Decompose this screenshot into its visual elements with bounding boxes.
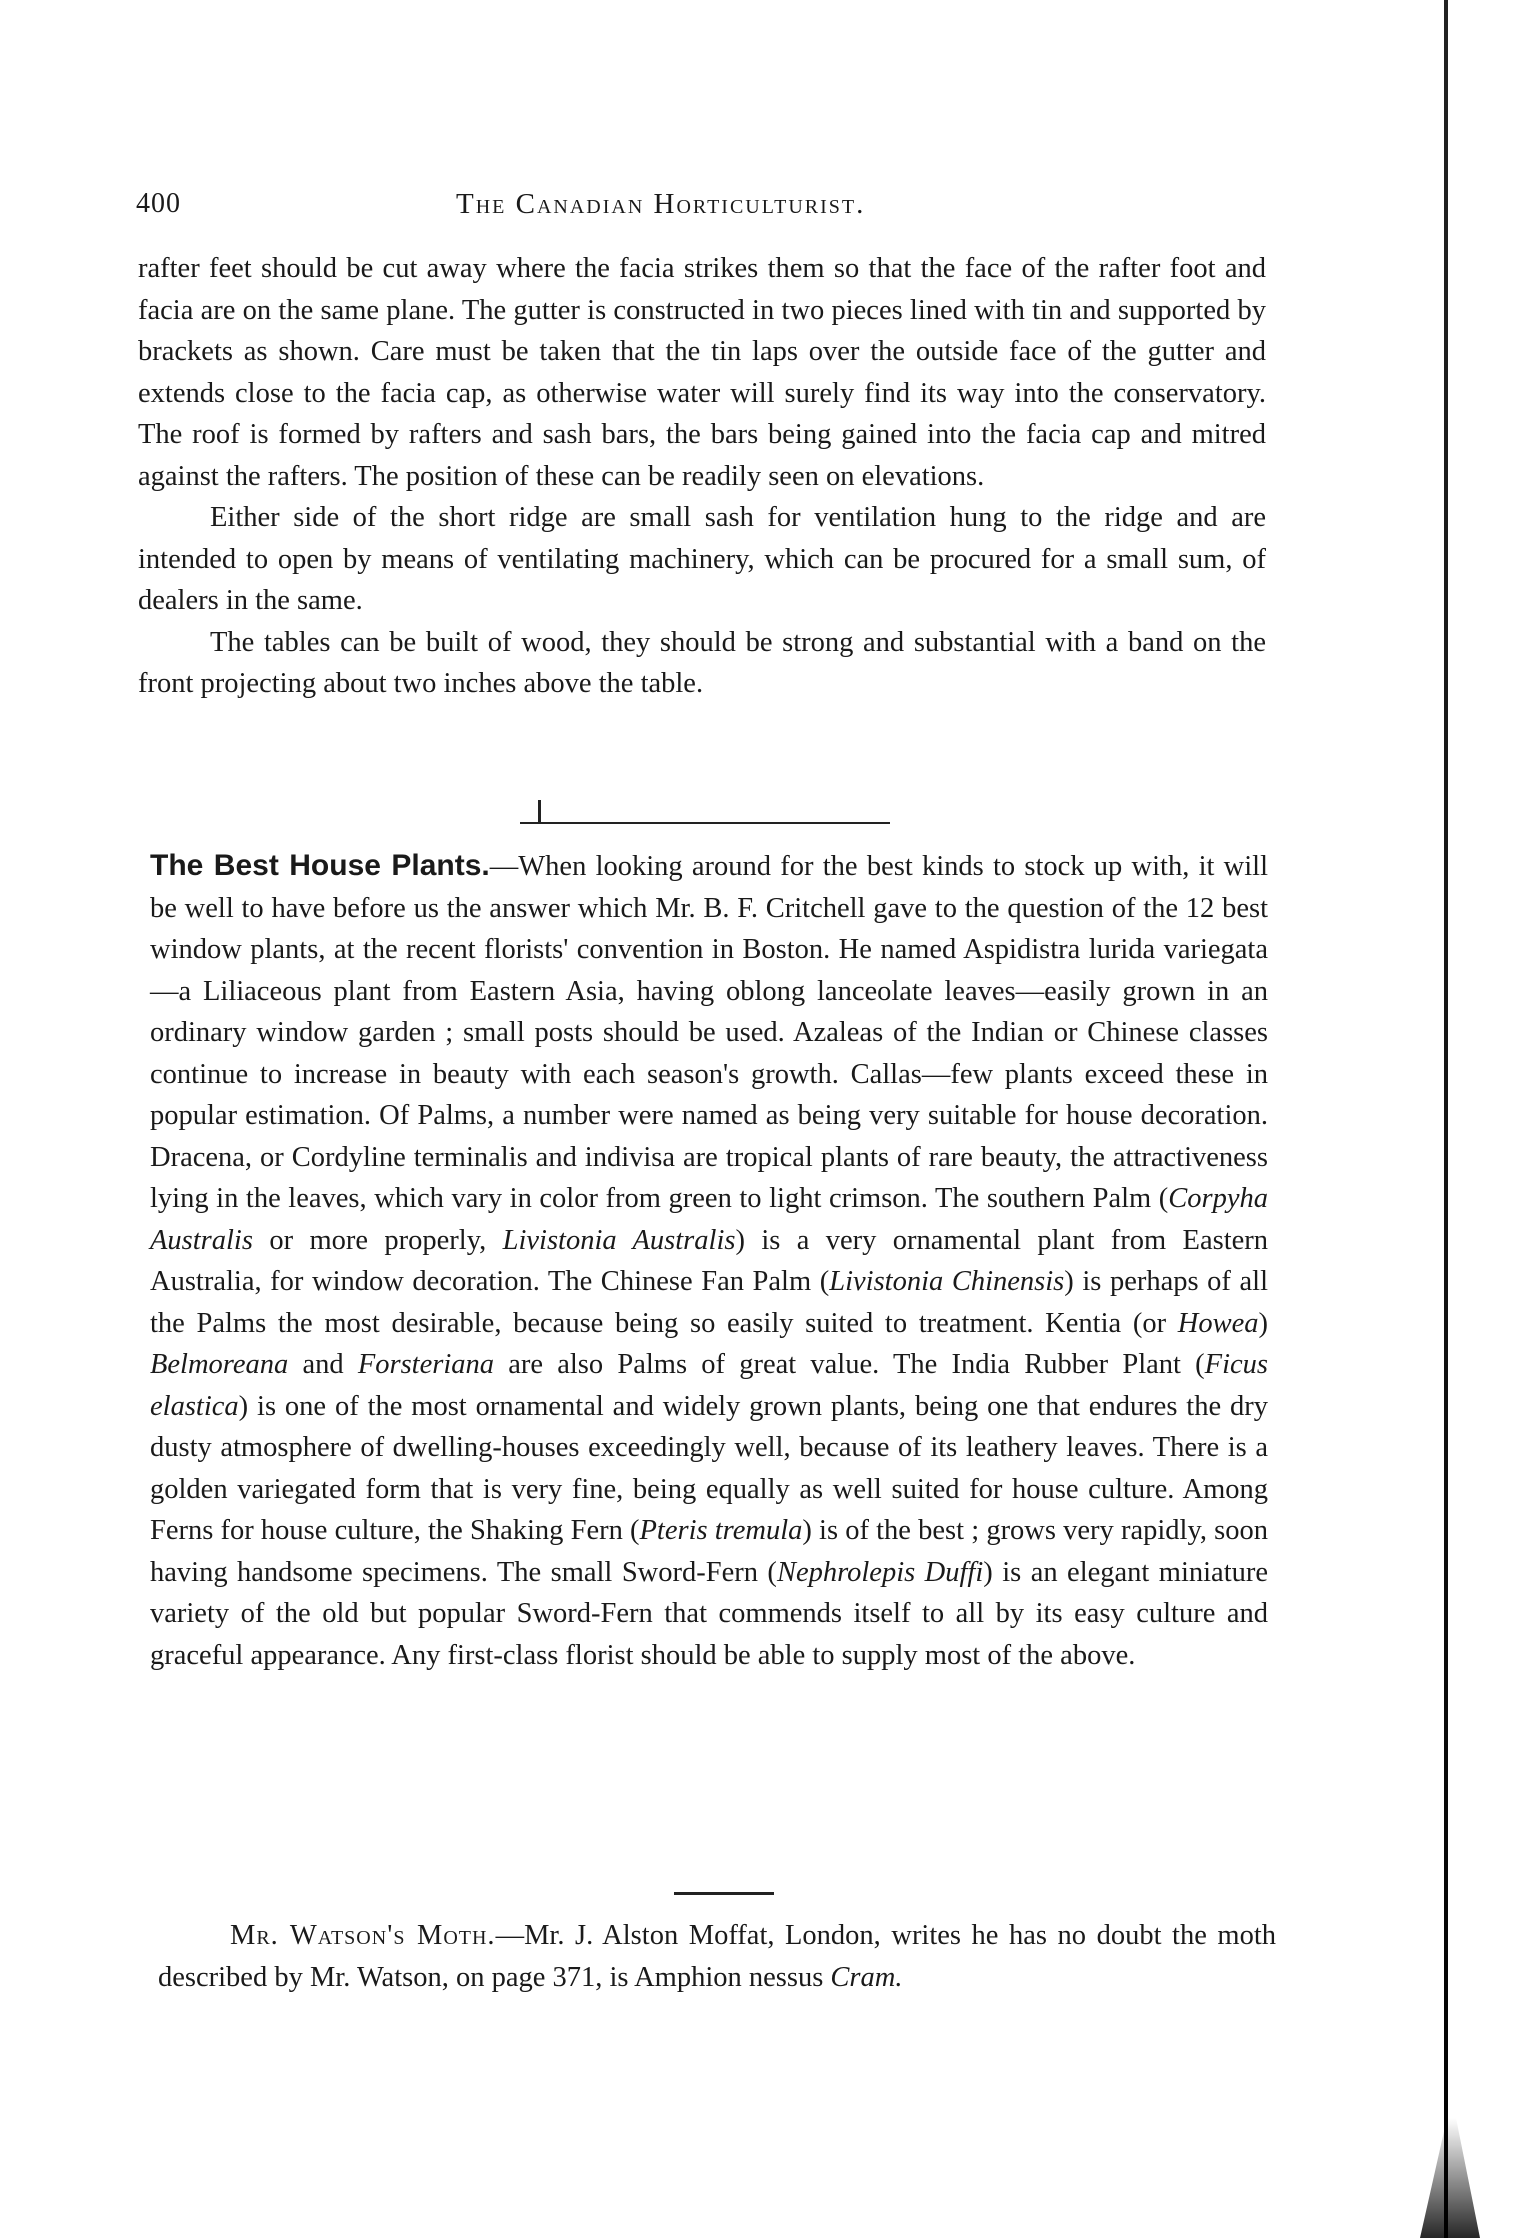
journal-title: The Canadian Horticulturist. (456, 188, 866, 220)
article-body (150, 845, 1268, 1676)
article-watsons-moth (158, 1915, 1276, 1998)
text-run: ) is of the best ; grows very rapidly, soon having handsome specimens. The small Sword-Fern ( (150, 1515, 1268, 1588)
text-run: or more properly, (252, 1224, 503, 1256)
italic-text: Livistonia Chinensis (829, 1266, 1065, 1297)
binding-shadow (1444, 0, 1448, 2238)
section-divider (674, 1892, 774, 1895)
running-header (136, 188, 1276, 228)
article-heading: Mr. Watson's Moth. (230, 1920, 496, 1951)
italic-text: Corpyha Australis (150, 1183, 1268, 1256)
italic-text: Cram. (830, 1961, 903, 1993)
text-run: ) is a very ornamental plant from Eastern Australia, for window decoration. The Chinese Fan Palm ( (150, 1224, 1268, 1297)
continued-article (138, 248, 1266, 705)
text-run: ) (1258, 1307, 1268, 1339)
text-run: ) is perhaps of all the Palms the most desirable, because being so easily suited to treatment. Kentia (or (150, 1266, 1269, 1339)
text-run: —When looking around for the best kinds to stock up with, it will be well to have before us the answer which Mr. B. F. Critchell gave to the question of the 12 best window plants, at the recent florists' convention in Boston. He named Aspidistra lurida variegata—a Liliaceous plant from Eastern Asia, having oblong lanceolate leaves—easily grown in an ordinary window garden ; small posts should be used. Azaleas of the Indian or Chinese classes continue to increase in beauty with each season's growth. Callas—few plants exceed these in popular estimation. Of Palms, a number were named as being very suitable for house decoration. Dracena, or Cordyline terminalis and indivisa are tropical plants of rare beauty, the attractiveness lying in the leaves, which vary in color from green to light crimson. The southern Palm ( (150, 851, 1268, 1214)
paragraph: rafter feet should be cut away where the facia strikes them so that the face of the rafter foot and facia are on the same plane. The gutter is constructed in two pieces lined with tin and supported by brackets as shown. Care must be taken that the tin laps over the outside face of the gutter and extends close to the facia cap, as otherwise water will surely find its way into the conservatory. The roof is formed by rafters and sash bars, the bars being gained into the facia cap and mitred against the rafters. The position of these can be readily seen on elevations. (138, 253, 1266, 492)
paragraph: The tables can be built of wood, they should be strong and substantial with a band on the front projecting about two inches above the table. (138, 626, 1266, 699)
italic-text: Nephrolepis Duffi (776, 1556, 984, 1588)
italic-text: Pteris tremula (639, 1515, 803, 1546)
italic-text: Belmoreana (150, 1349, 289, 1380)
italic-text: Livistonia Australis (502, 1224, 736, 1256)
section-divider (520, 822, 890, 824)
italic-text: Forsteriana (357, 1349, 495, 1380)
italic-text: Ficus elastica (150, 1349, 1268, 1422)
article-best-house-plants (150, 845, 1268, 1676)
page-number: 400 (136, 188, 181, 219)
paragraph: Either side of the short ridge are small sash for ventilation hung to the ridge and are intended to open by means of ventilating machinery, which can be procured for a small sum, of dealers in the same. (138, 502, 1266, 616)
section-divider-mark (538, 800, 541, 824)
text-run: ) is one of the most ornamental and widely grown plants, being one that endures the dry dusty atmosphere of dwelling-houses exceedingly well, because of its leathery leaves. There is a golden variegated form that is very fine, being equally as well suited for house culture. Among Ferns for house culture, the Shaking Fern ( (150, 1390, 1268, 1546)
binding-shadow-flare (1420, 2118, 1480, 2238)
text-run: ) is an elegant miniature variety of the old but popular Sword-Fern that commends itself to all by its easy culture and graceful appearance. Any first-class florist should be able to supply most of the above. (150, 1556, 1269, 1671)
text-run: and (288, 1349, 358, 1380)
article-body (158, 1915, 1276, 1998)
text-run: are also Palms of great value. The India Rubber Plant ( (494, 1349, 1205, 1380)
article-heading: The Best House Plants. (150, 849, 490, 882)
text-run: —Mr. J. Alston Moffat, London, writes he has no doubt the moth described by Mr. Watson, on page 371, is Amphion nessus (158, 1920, 1276, 1993)
italic-text: Howea (1177, 1307, 1259, 1339)
